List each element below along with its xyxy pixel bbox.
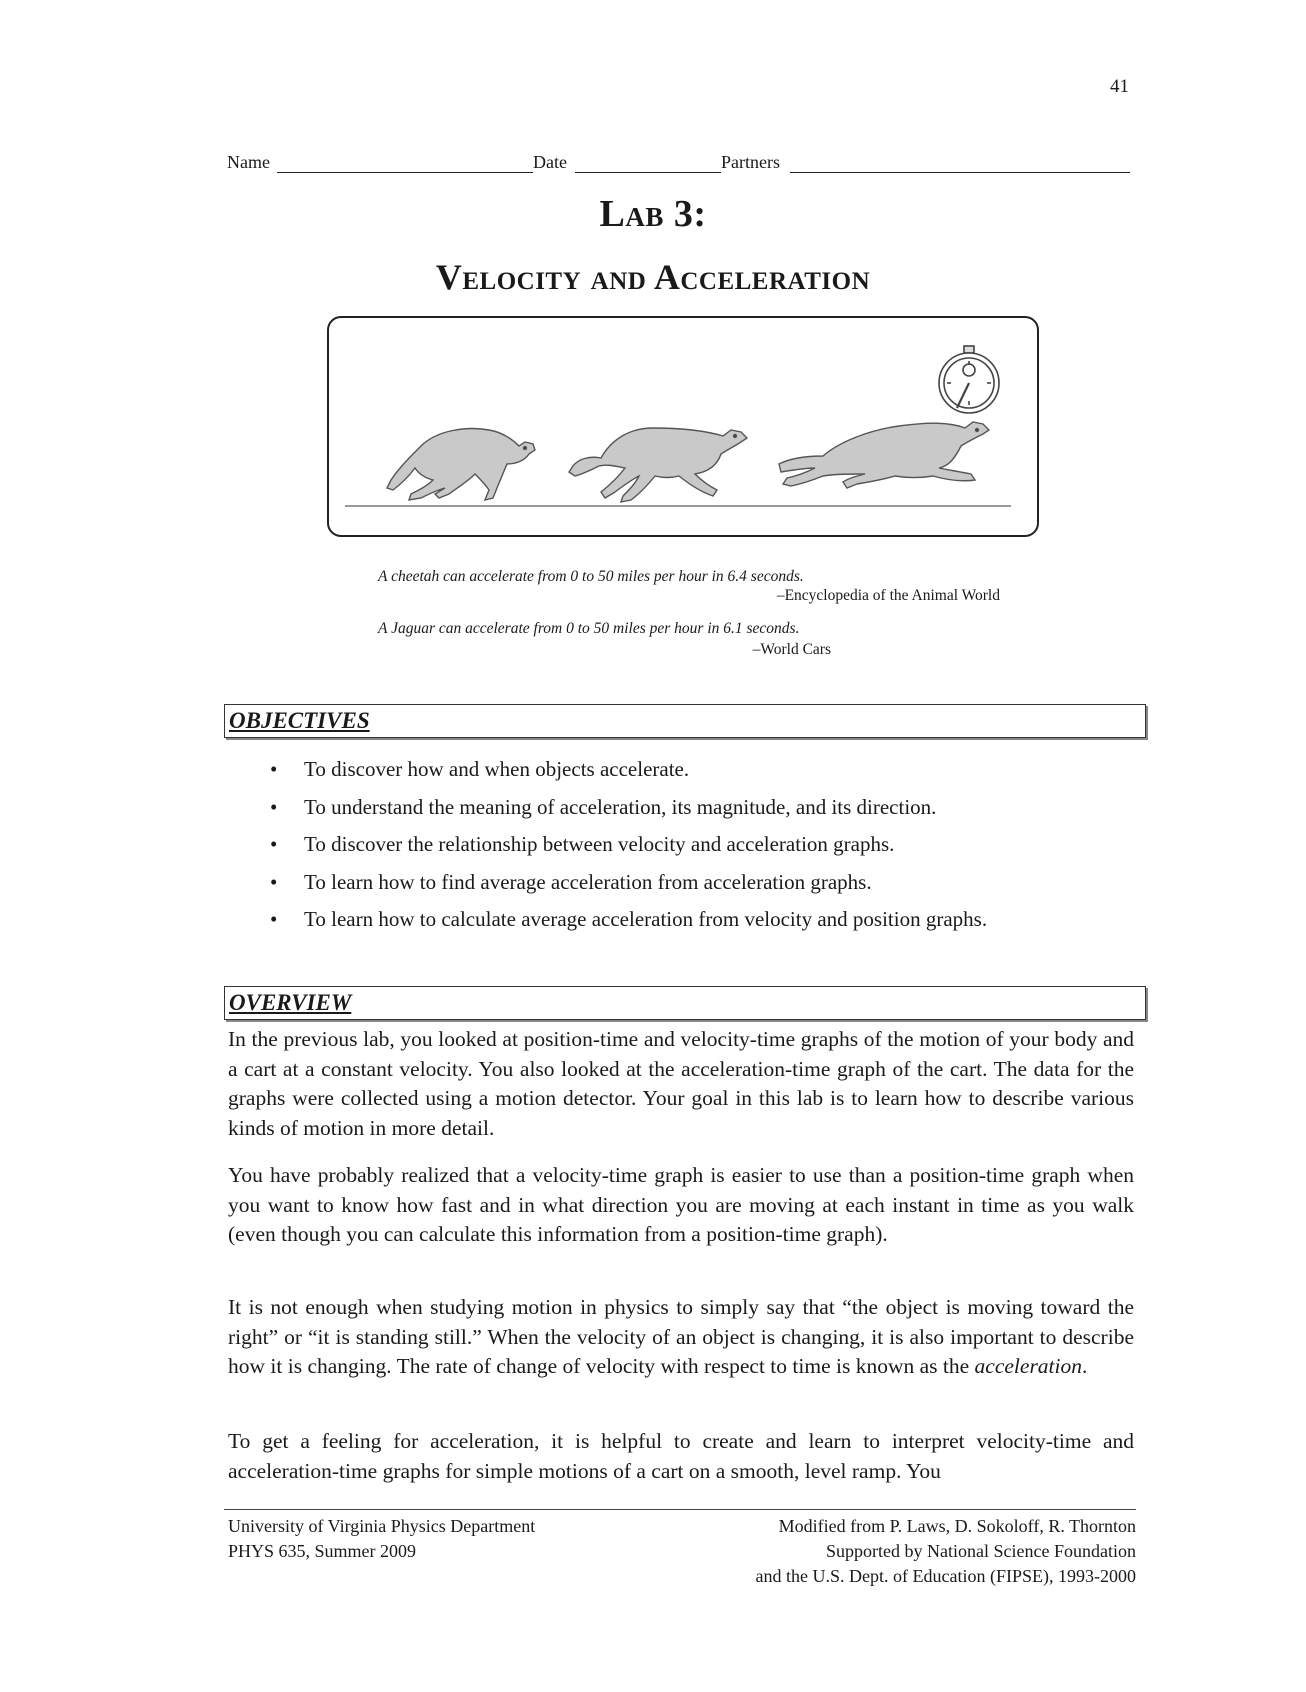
list-item: • To discover the relationship between velocity and acceleration graphs. [270, 832, 895, 856]
footer-rule [224, 1509, 1136, 1510]
overview-header [224, 986, 1146, 1020]
footer-department: University of Virginia Physics Department [228, 1516, 536, 1536]
jaguar-quote-source: –World Cars [752, 641, 831, 658]
overview-paragraph-1: In the previous lab, you looked at position-time and velocity-time graphs of the motion of your body and a cart at a constant velocity. You also looked at the acceleration-time graph of the cart. The data for the graphs were collected using a motion detector. Your goal in this lab is to learn how to describe various kinds of motion in more detail. [228, 1027, 1134, 1140]
cheetah-quote-source: –Encyclopedia of the Animal World [776, 587, 1000, 604]
cheetah-leap-icon [779, 422, 989, 488]
overview-title: OVERVIEW [229, 990, 352, 1015]
partners-field [790, 172, 1130, 173]
cheetah-stride-icon [569, 428, 747, 502]
lab-title: Lab 3: [599, 193, 707, 235]
footer-credit: Modified from P. Laws, D. Sokoloff, R. Thornton [778, 1516, 1136, 1536]
footer-support: Supported by National Science Foundation [826, 1541, 1136, 1561]
cheetah-crouch-icon [387, 429, 535, 500]
cheetah-figure [327, 316, 1039, 537]
acceleration-term: acceleration [974, 1354, 1083, 1378]
page-number: 41 [1110, 76, 1129, 97]
bullet: • [270, 869, 278, 894]
name-label: Name [227, 152, 270, 172]
list-item: • To learn how to calculate average acceleration from velocity and position graphs. [270, 907, 988, 931]
name-field [277, 172, 533, 173]
bullet: • [270, 794, 278, 819]
stopwatch-icon [939, 346, 999, 413]
objectives-list [270, 757, 1150, 945]
overview-paragraph-3: It is not enough when studying motion in physics to simply say that “the object is moving toward the right” or “it is standing still.” When the velocity of an object is changing, it is also important to describe how it is changing. The rate of change of velocity with respect to time is known as the acceleration. [228, 1295, 1134, 1378]
objectives-title: OBJECTIVES [229, 708, 370, 733]
partners-label: Partners [721, 152, 780, 172]
overview-paragraph-4: To get a feeling for acceleration, it is helpful to create and learn to interpret velocity-time and acceleration-time graphs for simple motions of a cart on a smooth, level ramp. You [228, 1429, 1134, 1483]
date-label: Date [533, 152, 567, 172]
list-item: • To understand the meaning of acceleration, its magnitude, and its direction. [270, 794, 937, 819]
bullet: • [270, 832, 278, 856]
lab-subtitle: Velocity and Acceleration [435, 257, 871, 297]
cheetah-quote: A cheetah can accelerate from 0 to 50 miles per hour in 6.4 seconds. [378, 568, 804, 585]
bullet: • [270, 907, 278, 931]
date-field [575, 172, 721, 173]
list-item: • To learn how to find average acceleration from acceleration graphs. [270, 869, 872, 894]
list-item: • To discover how and when objects accelerate. [270, 757, 690, 781]
overview-paragraph-2: You have probably realized that a velocity-time graph is easier to use than a position-time graph when you want to know how fast and in what direction you are moving at each instant in time as you walk (even though you can calculate this information from a position-time graph). [228, 1163, 1134, 1246]
objectives-header [224, 704, 1146, 738]
bullet: • [270, 757, 278, 781]
footer-support-2: and the U.S. Dept. of Education (FIPSE), 1993-2000 [755, 1566, 1136, 1586]
footer-course: PHYS 635, Summer 2009 [228, 1541, 417, 1561]
jaguar-quote: A Jaguar can accelerate from 0 to 50 miles per hour in 6.1 seconds. [378, 620, 800, 637]
